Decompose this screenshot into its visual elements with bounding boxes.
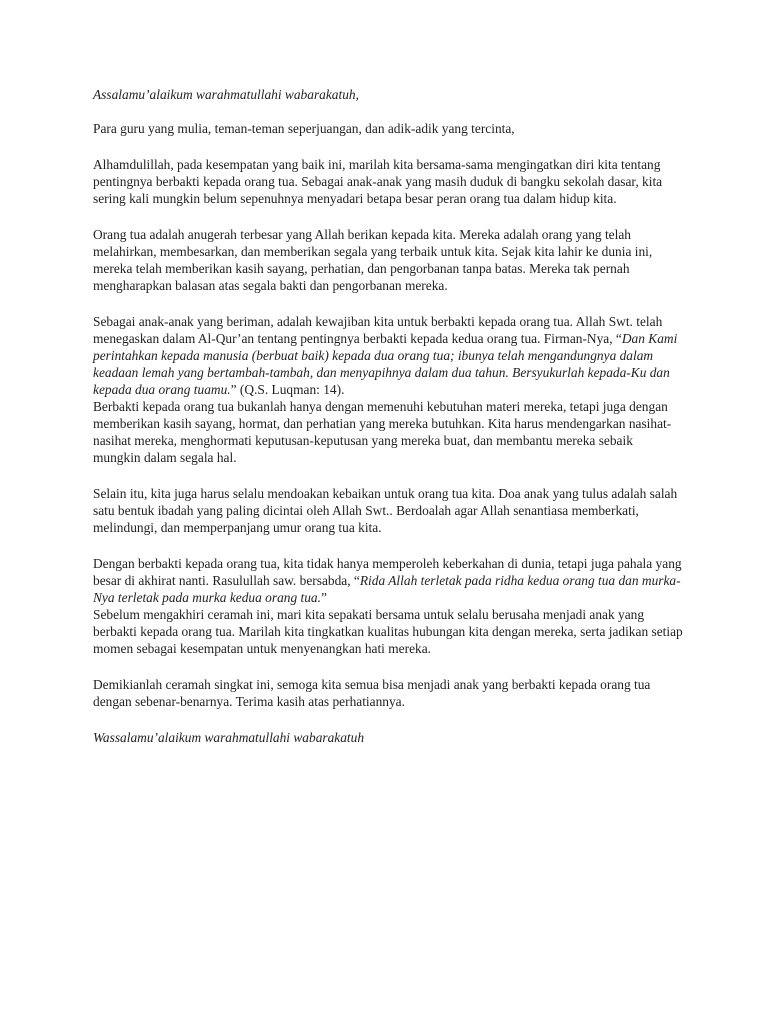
paragraph-prayer: Selain itu, kita juga harus selalu mendoakan kebaikan untuk orang tua kita. Doa anak yang tulus adalah salah satu bentuk ibadah yang paling dicintai oleh Allah Swt.. Berdoalah agar Allah senantiasa memberkati, melindungi, dan memperpanjang umur orang tua kita. <box>93 486 678 535</box>
hadith-quote: Rida Allah terletak pada ridha kedua orang tua dan murka-Nya terletak pada murka kedua orang tua. <box>93 573 681 605</box>
greeting: Assalamu’alaikum warahmatullahi wabarakatuh, <box>93 87 359 102</box>
quran-quote: Dan Kami perintahkan kepada manusia (berbuat baik) kepada dua orang tua; ibunya telah mengandungnya dalam keadaan lemah yang bertambah-tambah, dan menyapihnya dalam dua tahun. Bersyukurlah kepada-Ku dan kepada dua orang tuamu. <box>93 331 678 397</box>
paragraph-opening: Alhamdulillah, pada kesempatan yang baik ini, marilah kita bersama-sama mengingatkan diri kita tentang pentingnya berbakti kepada orang tua. Sebagai anak-anak yang masih duduk di bangku sekolah dasar, kita sering kali mungkin belum sepenuhnya menyadari betapa besar peran orang tua dalam hidup kita. <box>93 157 663 206</box>
paragraph-hadith-close: ” <box>320 590 327 605</box>
document-page <box>93 86 683 746</box>
paragraph-hadith <box>93 555 683 606</box>
salutation: Para guru yang mulia, teman-teman seperjuangan, dan adik-adik yang tercinta, <box>93 121 515 136</box>
paragraph-quran-close: ” (Q.S. Luqman: 14). <box>230 382 345 397</box>
paragraph-devotion: Berbakti kepada orang tua bukanlah hanya dengan memenuhi kebutuhan materi mereka, tetapi juga dengan memberikan kasih sayang, hormat, dan perhatian yang mereka butuhkan. Kita harus mendengarkan nasihat-nasihat mereka, menghormati keputusan-keputusan yang mereka buat, dan membantu mereka sebaik mungkin dalam segala hal. <box>93 399 672 465</box>
paragraph-hadith-lead: Dengan berbakti kepada orang tua, kita tidak hanya memperoleh keberkahan di dunia, tetapi juga pahala yang besar di akhirat nanti. Rasulullah saw. bersabda, “ <box>93 556 682 588</box>
paragraph-parents-gift: Orang tua adalah anugerah terbesar yang Allah berikan kepada kita. Mereka adalah orang yang telah melahirkan, membesarkan, dan memberikan segala yang terbaik untuk kita. Sejak kita lahir ke dunia ini, mereka telah memberikan kasih sayang, perhatian, dan pengorbanan tanpa batas. Mereka tak pernah mengharapkan balasan atas segala bakti dan pengorbanan mereka. <box>93 227 653 293</box>
paragraph-commitment: Sebelum mengakhiri ceramah ini, mari kita sepakati bersama untuk selalu berusaha menjadi anak yang berbakti kepada orang tua. Marilah kita tingkatkan kualitas hubungan kita dengan mereka, serta jadikan setiap momen sebagai kesempatan untuk menyenangkan hati mereka. <box>93 607 683 656</box>
paragraph-quran-verse <box>93 313 683 398</box>
closing: Wassalamu’alaikum warahmatullahi wabarakatuh <box>93 730 365 745</box>
paragraph-conclusion: Demikianlah ceramah singkat ini, semoga kita semua bisa menjadi anak yang berbakti kepada orang tua dengan sebenar-benarnya. Terima kasih atas perhatiannya. <box>93 677 651 709</box>
paragraph-quran-lead: Sebagai anak-anak yang beriman, adalah kewajiban kita untuk berbakti kepada orang tua. Allah Swt. telah menegaskan dalam Al-Qur’an tentang pentingnya berbakti kepada kedua orang tua. Firman-Nya, “ <box>93 314 663 346</box>
